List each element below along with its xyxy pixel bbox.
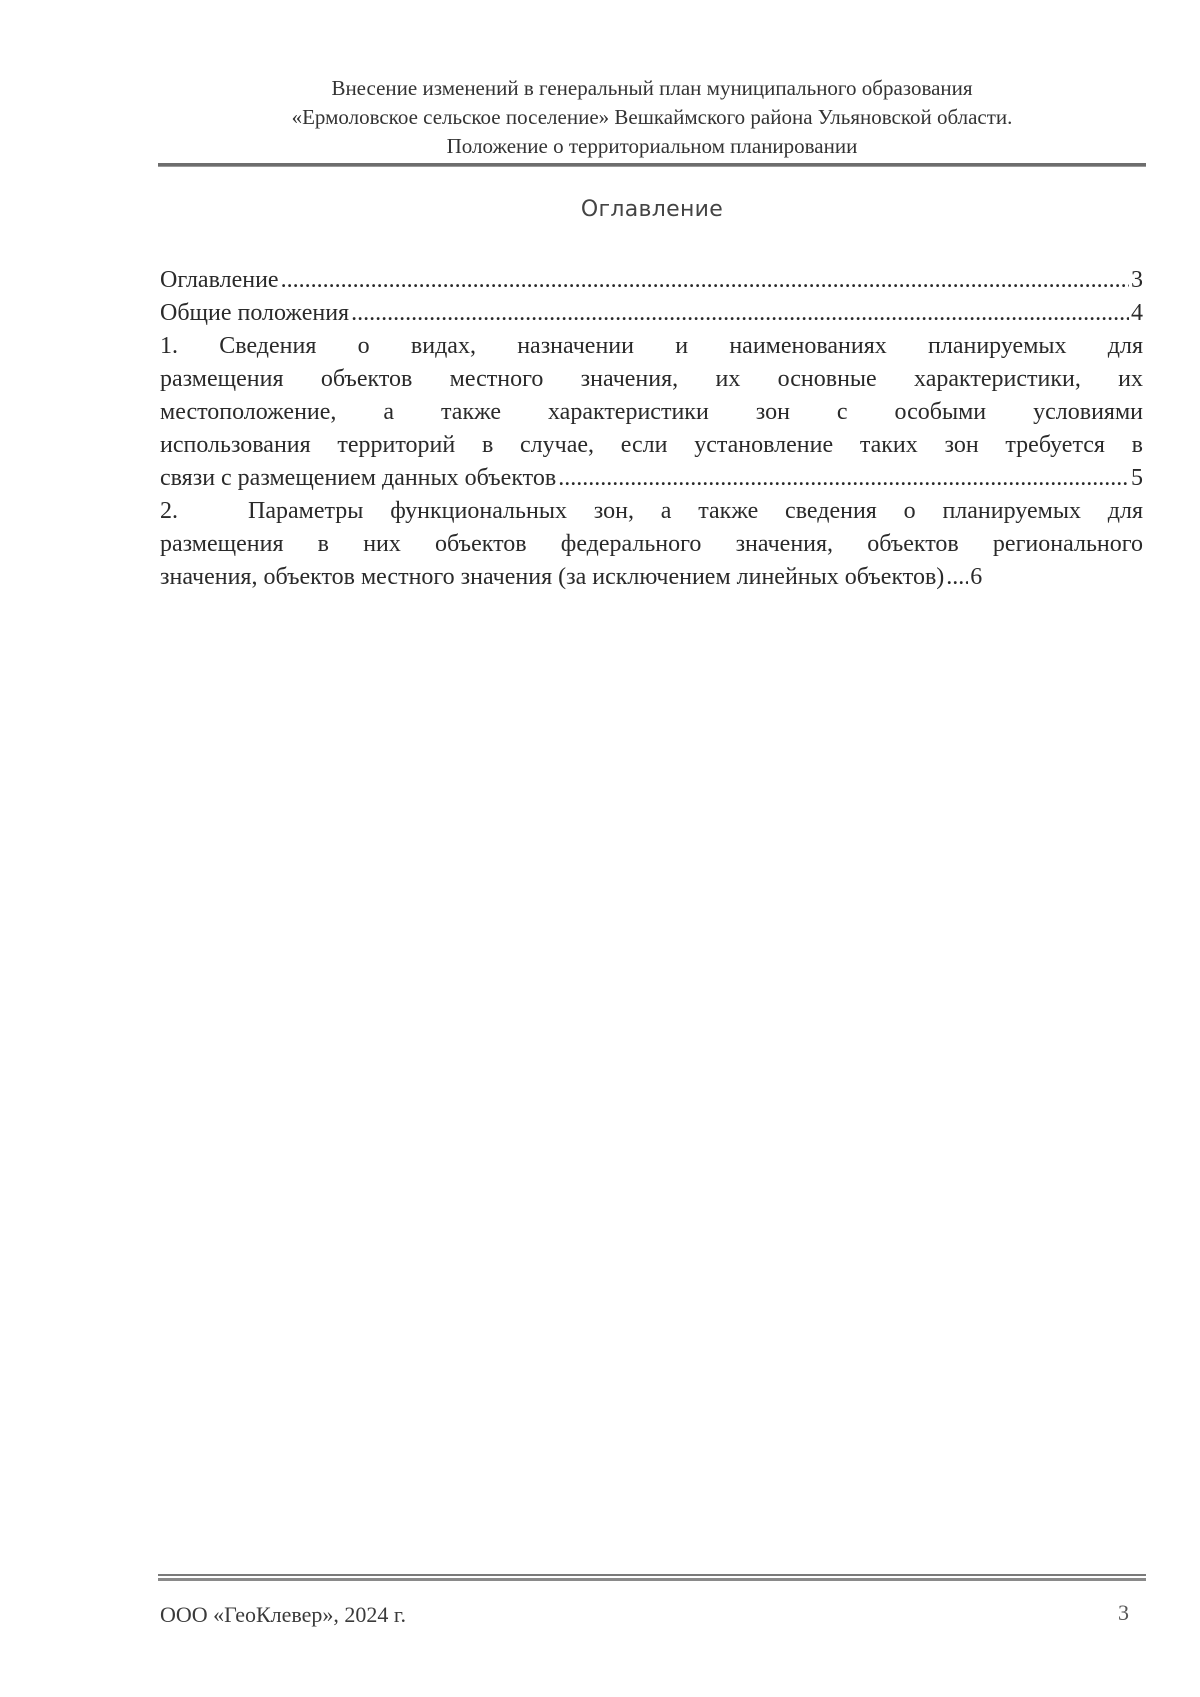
toc-entry-page: 6 [970,564,983,590]
toc-dot-leader [558,462,1129,495]
header-line-1: Внесение изменений в генеральный план муниципального образования [331,76,973,100]
toc-dot-leader [351,297,1129,330]
table-of-contents [160,264,1143,594]
toc-entry-last-line: значения, объектов местного значения (за исключением линейных объектов) ..... 6 [160,561,1143,594]
toc-entry-section-2[interactable] [160,495,1143,594]
header-divider [158,163,1146,167]
toc-entry-general-provisions[interactable] [160,297,1143,330]
footer-company: ООО «ГеоКлевер», 2024 г. [160,1602,406,1627]
toc-entry-contents[interactable] [160,264,1143,297]
footer-page-number: 3 [1118,1600,1129,1625]
toc-dot-leader [281,264,1129,297]
toc-entry-number: 1. [160,333,178,359]
toc-entry-line: местоположение, а также характеристики зон с особыми условиями [160,399,1143,425]
toc-entry-line: 2. Параметры функциональных зон, а также сведения о планируемых для [160,495,1143,528]
toc-entry-line: 1. Сведения о видах, назначении и наименованиях планируемых для [160,333,1143,359]
toc-entry-line: размещения в них объектов федерального значения, объектов регионального [160,531,1143,557]
toc-entry-label: Оглавление [160,267,279,293]
toc-dot-leader [946,561,968,594]
header-line-2: «Ермоловское сельское поселение» Вешкаймского района Ульяновской области. [291,105,1013,129]
footer-divider [158,1574,1146,1581]
document-header [160,74,1144,161]
toc-title: Оглавление [580,197,724,222]
header-line-3: Положение о территориальном планировании [446,134,858,158]
toc-entry-page: 4 [1131,300,1143,326]
toc-entry-line: использования территорий в случае, если установление таких зон требуется в [160,432,1143,458]
toc-entry-section-1[interactable] [160,330,1143,495]
toc-entry-number: 2. [160,498,178,524]
toc-entry-label: Общие положения [160,300,350,326]
toc-entry-page: 5 [1131,465,1143,491]
toc-entry-line: размещения объектов местного значения, их основные характеристики, их [160,366,1143,392]
toc-entry-page: 3 [1131,267,1143,293]
toc-entry-last-line: связи с размещением данных объектов ..... 5 [160,462,1143,495]
